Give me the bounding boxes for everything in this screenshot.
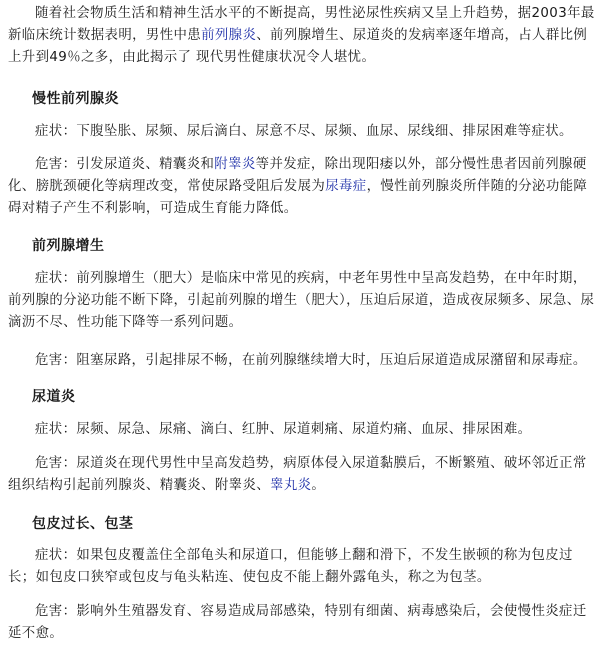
- section-title-phimosis: 包皮过长、包茎: [32, 516, 134, 532]
- prostatic-hyperplasia-symptoms: 症状：前列腺增生（肥大）是临床中常见的疾病，中老年男性中呈高发趋势，在中年时期，前列腺的分泌功能不断下降，引起前列腺的增生（肥大），压迫后尿道，造成夜尿频多、尿急、尿滴沥不尽、性功能下降等一系列问题。: [8, 271, 595, 330]
- link-uremia[interactable]: 尿毒症: [325, 179, 367, 194]
- section-title-prostatic-hyperplasia: 前列腺增生: [32, 238, 105, 254]
- phimosis-harm: 危害：影响外生殖器发育、容易造成局部感染，特别有细菌、病毒感染后，会使慢性炎症迁延不愈。: [8, 604, 587, 641]
- section-title-urethritis: 尿道炎: [32, 389, 76, 405]
- link-epididymitis[interactable]: 附睾炎: [214, 157, 256, 172]
- link-prostatitis[interactable]: 前列腺炎: [201, 28, 257, 43]
- section-title-chronic-prostatitis: 慢性前列腺炎: [32, 91, 119, 107]
- prostatic-hyperplasia-harm: 危害：阻塞尿路，引起排尿不畅，在前列腺继续增大时，压迫后尿道造成尿潴留和尿毒症。: [35, 353, 587, 368]
- chronic-prostatitis-symptoms: 症状：下腹坠胀、尿频、尿后滴白、尿意不尽、尿频、血尿、尿线细、排尿困难等症状。: [35, 124, 573, 139]
- chronic-prostatitis-harm: 危害：引发尿道炎、精囊炎和附睾炎等并发症，除出现阳痿以外，部分慢性患者因前列腺硬化、膀胱颈硬化等病理改变，常使尿路受阻后发展为尿毒症，慢性前列腺炎所伴随的分泌功能障碍对精子产生不利影响，可造成生育能力降低。: [8, 157, 588, 216]
- urethritis-symptoms: 症状：尿频、尿急、尿痛、滴白、红肿、尿道刺痛、尿道灼痛、血尿、排尿困难。: [35, 422, 532, 437]
- link-orchitis[interactable]: 睾丸炎: [270, 478, 312, 493]
- phimosis-symptoms: 症状：如果包皮覆盖住全部龟头和尿道口，但能够上翻和滑下，不发生嵌顿的称为包皮过长；如包皮口狭窄或包皮与龟头粘连、使包皮不能上翻外露龟头，称之为包茎。: [8, 548, 573, 585]
- urethritis-harm: 危害：尿道炎在现代男性中呈高发趋势，病原体侵入尿道黏膜后，不断繁殖、破坏邻近正常组织结构引起前列腺炎、精囊炎、附睾炎、睾丸炎。: [8, 456, 587, 493]
- intro-paragraph: 随着社会物质生活和精神生活水平的不断提高，男性泌尿性疾病又呈上升趋势，据2003年最新临床统计数据表明，男性中患前列腺炎、前列腺增生、尿道炎的发病率逐年增高，占人群比例上升到49％之多，由此揭示了 现代男性健康状况令人堪忧。: [8, 6, 595, 65]
